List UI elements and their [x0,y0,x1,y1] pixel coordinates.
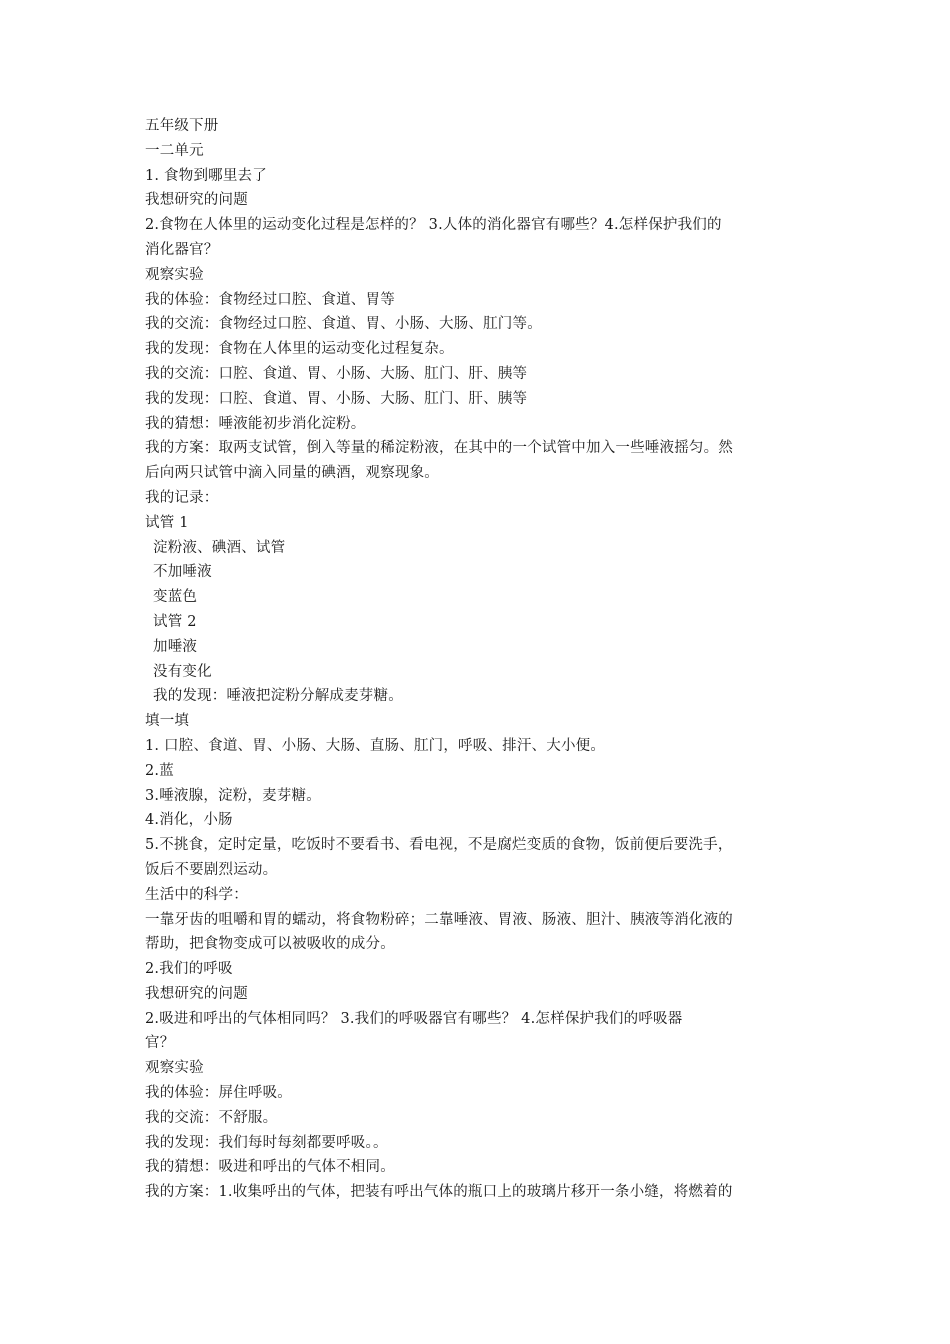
text-line: 试管 1 [145,514,189,531]
text-line: 3.唾液腺，淀粉，麦芽糖。 [145,787,321,804]
text-line: 帮助，把食物变成可以被吸收的成分。 [145,936,395,953]
text-line: 淀粉液、碘酒、试管 [153,539,286,556]
text-line: 我想研究的问题 [145,985,248,1002]
text-line: 观察实验 [145,266,204,283]
text-line: 消化器官？ [145,241,219,258]
text-line: 后向两只试管中滴入同量的碘酒，观察现象。 [145,465,439,482]
text-line: 一靠牙齿的咀嚼和胃的蠕动，将食物粉碎；二靠唾液、胃液、肠液、胆汁、胰液等消化液的 [145,911,733,928]
text-line: 变蓝色 [153,589,198,606]
text-line: 不加唾液 [153,564,212,581]
text-line: 2.蓝 [145,762,174,779]
text-line: 4.消化，小肠 [145,812,233,829]
document-page [145,114,809,1205]
text-line: 我想研究的问题 [145,192,248,209]
text-line: 2.食物在人体里的运动变化过程是怎样的？ 3.人体的消化器官有哪些？4.怎样保护我们的 [145,217,722,234]
text-line: 饭后不要剧烈运动。 [145,861,278,878]
text-line: 没有变化 [153,663,212,680]
text-line: 我的猜想：吸进和呼出的气体不相同。 [145,1159,395,1176]
text-line: 我的发现：口腔、食道、胃、小肠、大肠、肛门、肝、胰等 [145,390,528,407]
text-line: 我的体验：食物经过口腔、食道、胃等 [145,291,395,308]
text-line: 我的发现：食物在人体里的运动变化过程复杂。 [145,341,454,358]
text-line: 五年级下册 [145,118,219,134]
text-line: 我的体验：屏住呼吸。 [145,1085,292,1102]
text-line: 我的发现：唾液把淀粉分解成麦芽糖。 [153,688,403,705]
text-line: 生活中的科学： [145,886,248,903]
text-line: 我的交流：口腔、食道、胃、小肠、大肠、肛门、肝、胰等 [145,365,528,382]
text-line: 我的交流：食物经过口腔、食道、胃、小肠、大肠、肛门等。 [145,316,542,333]
text-line: 我的方案：1.收集呼出的气体，把装有呼出气体的瓶口上的玻璃片移开一条小缝，将燃着的 [145,1184,733,1201]
text-line: 一二单元 [145,142,204,159]
text-line: 我的交流：不舒服。 [145,1109,278,1126]
text-line: 5.不挑食，定时定量，吃饭时不要看书、看电视，不是腐烂变质的食物，饭前便后要洗手， [145,837,733,854]
text-line: 2.吸进和呼出的气体相同吗？ 3.我们的呼吸器官有哪些？ 4.怎样保护我们的呼吸器 [145,1010,683,1027]
text-line: 1. 食物到哪里去了 [145,167,267,184]
text-line: 我的猜想：唾液能初步消化淀粉。 [145,415,366,432]
text-line: 试管 2 [153,613,197,630]
text-line: 1. 口腔、食道、胃、小肠、大肠、直肠、肛门，呼吸、排汗、大小便。 [145,737,606,754]
text-line: 我的方案：取两支试管，倒入等量的稀淀粉液，在其中的一个试管中加入一些唾液摇匀。然 [145,440,733,457]
text-line: 观察实验 [145,1060,204,1077]
text-line: 加唾液 [153,638,198,655]
text-line: 2.我们的呼吸 [145,961,233,978]
text-line: 我的记录： [145,489,219,506]
text-line: 我的发现：我们每时每刻都要呼吸。。 [145,1134,388,1151]
text-line: 官？ [145,1035,175,1052]
text-line: 填一填 [145,713,190,730]
